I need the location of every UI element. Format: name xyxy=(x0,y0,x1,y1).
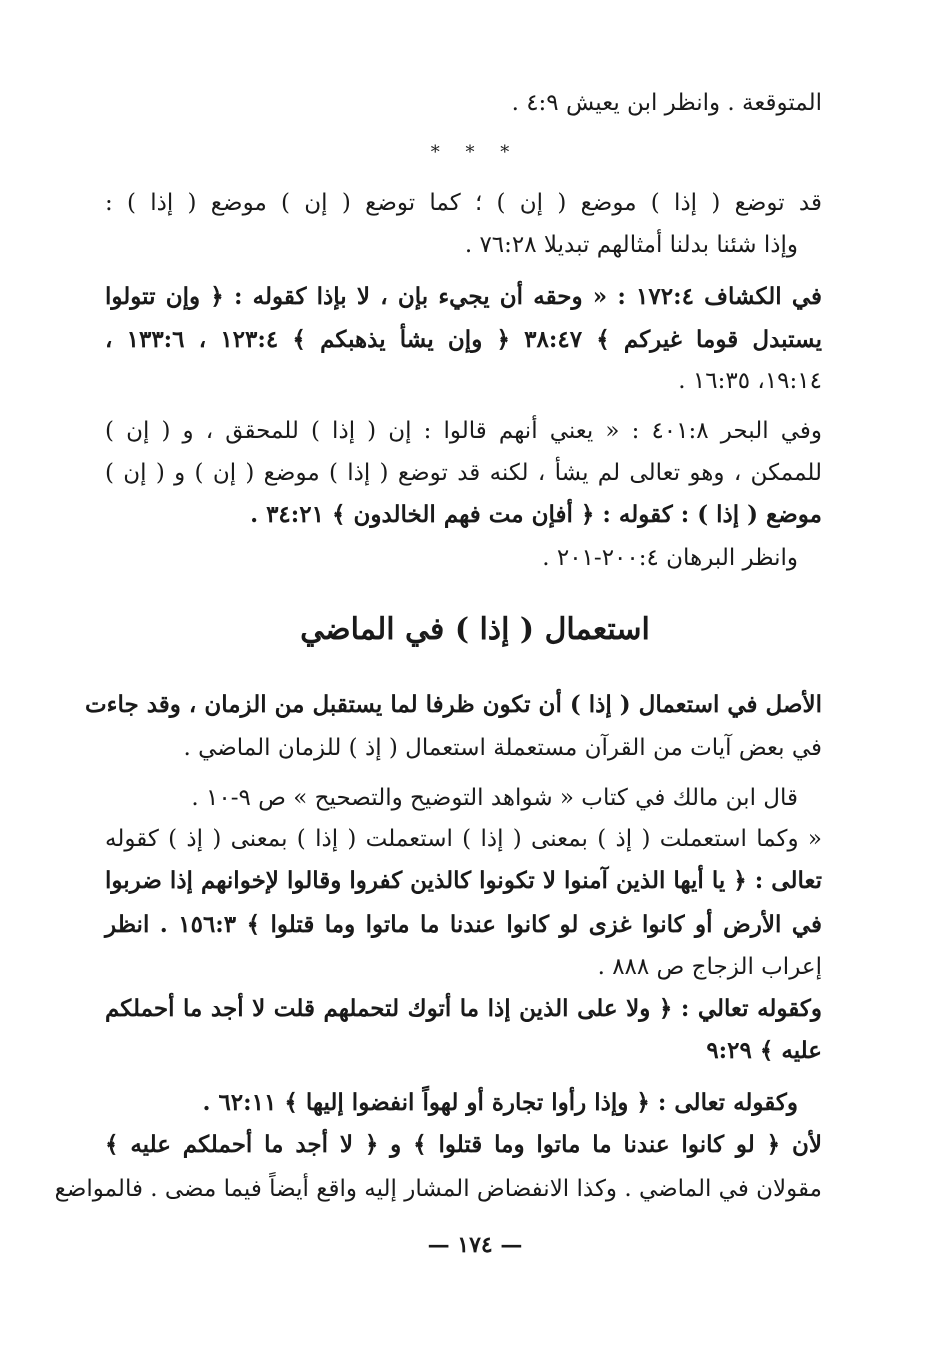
text-line: ١٩:١٤، ١٦:٣٥ . xyxy=(678,368,822,394)
text-line: قد توضع ( إذا ) موضع ( إن ) ؛ كما توضع ( إن ) موضع ( إذا ) : xyxy=(105,190,822,216)
text-line: في الكشاف ١٧٢:٤ : « وحقه أن يجيء بإن ، لا بإذا كقوله : ﴿ وإن تتولوا xyxy=(105,283,822,310)
text-line: مقولان في الماضي . وكذا الانفضاض المشار إليه واقع أيضاً فيما مضى . فالمواضع xyxy=(54,1176,822,1202)
text-line: قال ابن مالك في كتاب « شواهد التوضيح والتصحيح » ص ٩-١٠ . xyxy=(191,785,798,811)
text-line: في بعض آيات من القرآن مستعملة استعمال ( إذ ) للزمان الماضي . xyxy=(183,735,822,761)
text-line: وإذا شئنا بدلنا أمثالهم تبديلا ٧٦:٢٨ . xyxy=(464,232,798,258)
text-line: موضع ( إذا ) : كقوله : ﴿ أفإن مت فهم الخالدون ﴾ ٣٤:٢١ . xyxy=(250,501,822,528)
text-line: إعراب الزجاج ص ٨٨٨ . xyxy=(597,954,822,980)
text-line: وفي البحر ٤٠١:٨ : « يعني أنهم قالوا : إن ( إذا ) للمحقق ، و ( إن ) xyxy=(105,418,822,444)
text-line: عليه ﴾ ٩:٢٩ xyxy=(706,1037,822,1064)
text-line: الأصل في استعمال ( إذا ) أن تكون ظرفا لما يستقبل من الزمان ، وقد جاءت xyxy=(85,691,822,718)
text-line: في الأرض أو كانوا غزى لو كانوا عندنا ما ماتوا وما قتلوا ﴾ ١٥٦:٣ . انظر xyxy=(105,911,822,938)
text-line: للممكن ، وهو تعالى لم يشأ ، لكنه قد توضع ( إذا ) موضع ( إن ) و ( إن ) xyxy=(105,460,822,486)
text-line: وانظر البرهان ٢٠٠:٤-٢٠١ . xyxy=(542,545,798,571)
section-separator: * * * xyxy=(430,142,520,163)
text-line: المتوقعة . وانظر ابن يعيش ٤:٩ . xyxy=(511,90,822,116)
section-heading: استعمال ( إذا ) في الماضي xyxy=(300,612,650,647)
text-line: تعالى : ﴿ يا أيها الذين آمنوا لا تكونوا كالذين كفروا وقالوا لإخوانهم إذا ضربوا xyxy=(105,867,822,894)
page-number: — ١٧٤ — xyxy=(427,1232,523,1258)
text-line: وكقوله تعالى : ﴿ وإذا رأوا تجارة أو لهواً انفضوا إليها ﴾ ٦٢:١١ . xyxy=(202,1089,798,1116)
text-line: لأن ﴿ لو كانوا عندنا ما ماتوا وما قتلوا ﴾ و ﴿ لا أجد ما أحملكم عليه ﴾ xyxy=(105,1131,822,1158)
text-line: وكقوله تعالي : ﴿ ولا على الذين إذا ما أتوك لتحملهم قلت لا أجد ما أحملكم xyxy=(105,995,822,1022)
text-line: « وكما استعملت ( إذ ) بمعنى ( إذا ) استعملت ( إذا ) بمعنى ( إذ ) كقوله xyxy=(105,826,822,852)
text-line: يستبدل قوما غيركم ﴾ ٣٨:٤٧ ﴿ وإن يشأ يذهبكم ﴾ ١٢٣:٤ ، ١٣٣:٦ ، xyxy=(105,326,822,353)
